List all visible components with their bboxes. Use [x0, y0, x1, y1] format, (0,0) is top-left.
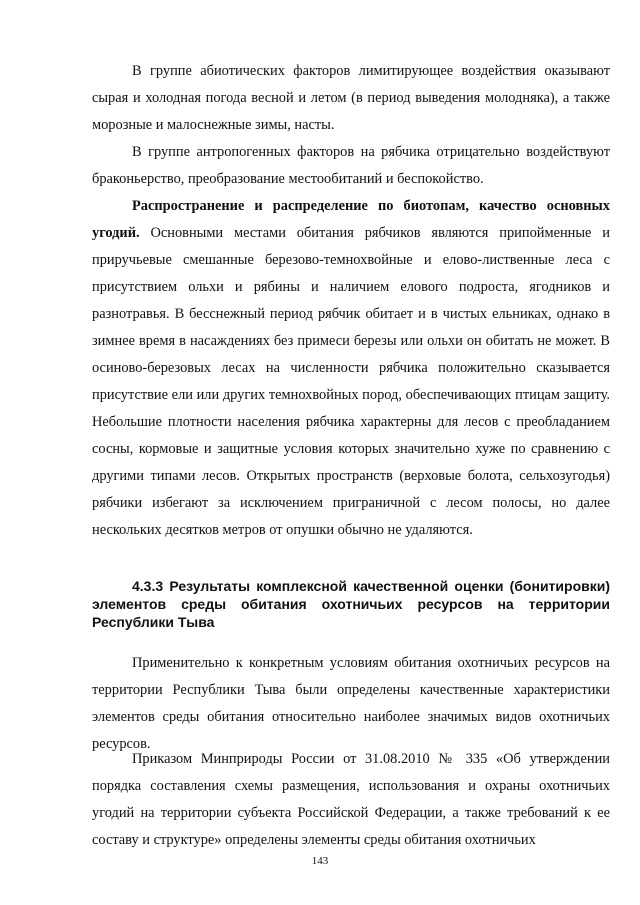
paragraph-habitat-characteristics: Применительно к конкретным условиям обитания охотничьих ресурсов на территории Республики Тыва были определены качественные характеристики элементов среды обитания относительно наиболее значимых видов охотничьих ресурсов.	[92, 655, 610, 752]
paragraph-ministry-order: Приказом Минприроды России от 31.08.2010 № 335 «Об утверждении порядка составления схемы размещения, использования и охраны охотничьих угодий на территории субъекта Российской Федерации, а также требований к ее составу и структуре» определены элементы среды обитания охотничьих	[92, 751, 610, 848]
paragraph-distribution-text: Основными местами обитания рябчиков являются припойменные и приручьевые смешанные березово-темнохвойные и елово-лиственные леса с присутствием ольхи и рябины и наличием елового подроста, ягодников и разнотравья. В бесснежный период рябчик обитает и в чистых ельниках, однако в зимнее время в насаждениях без примеси березы или ольхи он обитать не может. В осиново-березовых лесах на численности рябчика положительно сказывается присутствие ели или других темнохвойных пород, обеспечивающих птицам защиту. Небольшие плотности населения рябчика характерны для лесов с преобладанием сосны, кормовые и защитные условия которых значительно хуже по сравнению с другими типами лесов. Открытых пространств (верховые болота, сельхозугодья) рябчики избегают за исключением приграничной с лесом полосы, но далее нескольких десятков метров от опушки обычно не удаляются.	[92, 225, 610, 538]
section-lead-bold: Распространение и распределение по биотопам, качество основных угодий.	[92, 198, 610, 241]
paragraph-distribution	[92, 193, 610, 544]
paragraph-anthropogenic-factors: В группе антропогенных факторов на рябчика отрицательно воздействуют браконьерство, преобразование местообитаний и беспокойство.	[92, 144, 610, 187]
paragraph-abiotic-factors: В группе абиотических факторов лимитирующее воздействия оказывают сырая и холодная погода весной и летом (в период выведения молодняка), а также морозные и малоснежные зимы, насты.	[92, 63, 610, 133]
section-heading-4-3-3: 4.3.3 Результаты комплексной качественной оценки (бонитировки) элементов среды обитания охотничьих ресурсов на территории Республики Тыва	[92, 578, 610, 630]
page-number: 143	[311, 855, 329, 867]
